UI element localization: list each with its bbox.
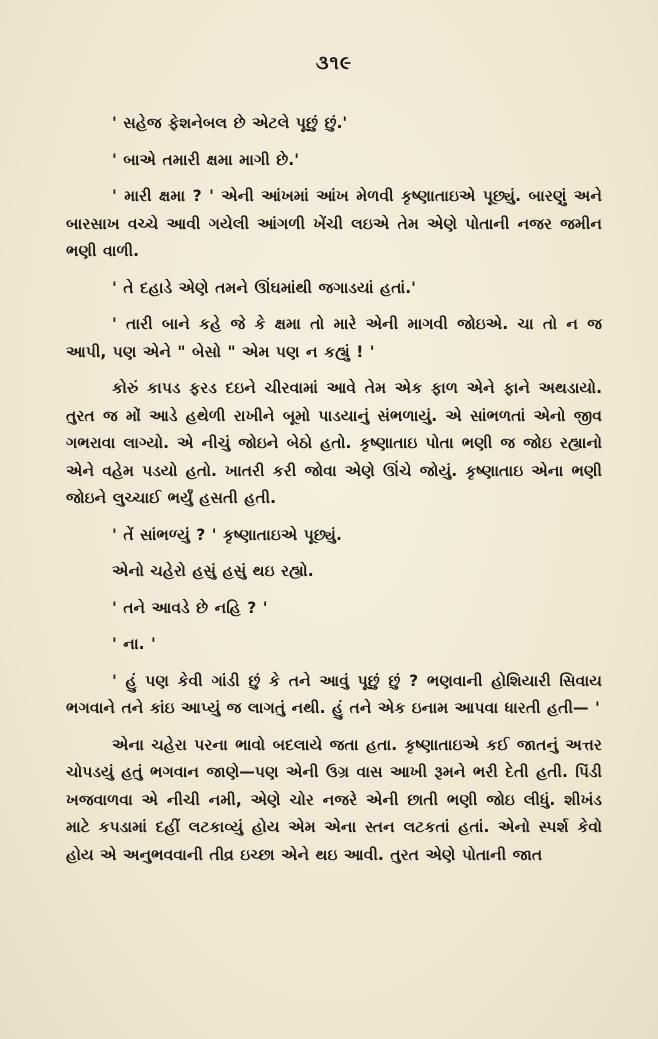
paragraph-3: ' મારી ક્ષમા ? ' એની આંખમાં આંખ મેળવી કૃષ્ણાતાઇએ પૂછ્યું. બારણું અને બારસાખ વચ્ચે આવી ગયેલી આંગળી ખેંચી લઇએ તેમ એણે પોતાની નજર જમીન ભણી વાળી. [66, 187, 602, 260]
paragraph-8: એનો ચહેરો હસું હસું થઇ રહ્યો. [112, 562, 314, 580]
paragraph-7: ' તેં સાંભળ્યું ? ' કૃષ્ણાતાઇએ પૂછ્યું. [112, 525, 342, 544]
page-number: ૩૧૯ [315, 52, 353, 74]
paragraph-5: ' તારી બાને કહે જે કે ક્ષમા તો મારે એની માગવી જોઇએ. ચા તો ન જ આપી, પણ એને " બેસો " એમ પણ ન કહ્યું ! ' [66, 315, 602, 361]
paragraph-12: એના ચહેરા પરના ભાવો બદલાયે જતા હતા. કૃષ્ણાતાઇએ કઈ જાતનું અત્તર ચોપડયું હતું ભગવાન જાણે—પણ એની ઉગ્ર વાસ આખી રૂમને ભરી દેતી હતી. પિંડી ખજવાળવા એ નીચી નમી, એણે ચોર નજરે એની છાતી ભણી જોઇ લીધું. શીખંડ માટે કપડામાં દહીં લટકાવ્યું હોય એમ એના સ્તન લટકતાં હતાં. એનો સ્પર્શ કેવો હોય એ અનુભવવાની તીવ્ર ઇચ્છા એને થઇ આવી. તુરત એણે પોતાની જાત [66, 735, 602, 864]
paragraph-11: ' હું પણ કેવી ગાંડી છું કે તને આવું પૂછું છું ? ભણવાની હોશિયારી સિવાય ભગવાને તને કાંઇ આપ્યું જ લાગતું નથી. હું તને એક ઇનામ આપવા ધારતી હતી— ' [66, 671, 602, 717]
paragraph-1: ' સહેજ ફેશનેબલ છે એટલે પૂછું છું.' [112, 114, 348, 132]
paragraph-4: ' તે દહાડે એણે તમને ઊંઘમાંથી જગાડયાં હતાં.' [112, 278, 416, 297]
paragraph-10: ' ના. ' [112, 635, 156, 653]
paragraph-2: ' બાએ તમારી ક્ષમા માગી છે.' [112, 150, 299, 169]
paragraph-9: ' તને આવડે છે નહિ ? ' [112, 598, 268, 617]
paragraph-6: કોરું કાપડ ફરડ દઇને ચીરવામાં આવે તેમ એક ફાળ એને ફાને અથડાયો. તુરત જ મોં આડે હથેળી રાખીને બૂમો પાડયાનું સંભળાયું. એ સાંભળતાં એનો જીવ ગભરાવા લાગ્યો. એ નીચું જોઇને બેઠો હતો. કૃષ્ણાતાઇ પોતા ભણી જ જોઇ રહ્યાનો એને વહેમ પડયો હતો. ખાતરી કરી જોવા એણે ઊંચે જોયું. કૃષ્ણાતાઇ એના ભણી જોઇને લુચ્ચાઈ ભર્યું હસતી હતી. [66, 379, 602, 507]
